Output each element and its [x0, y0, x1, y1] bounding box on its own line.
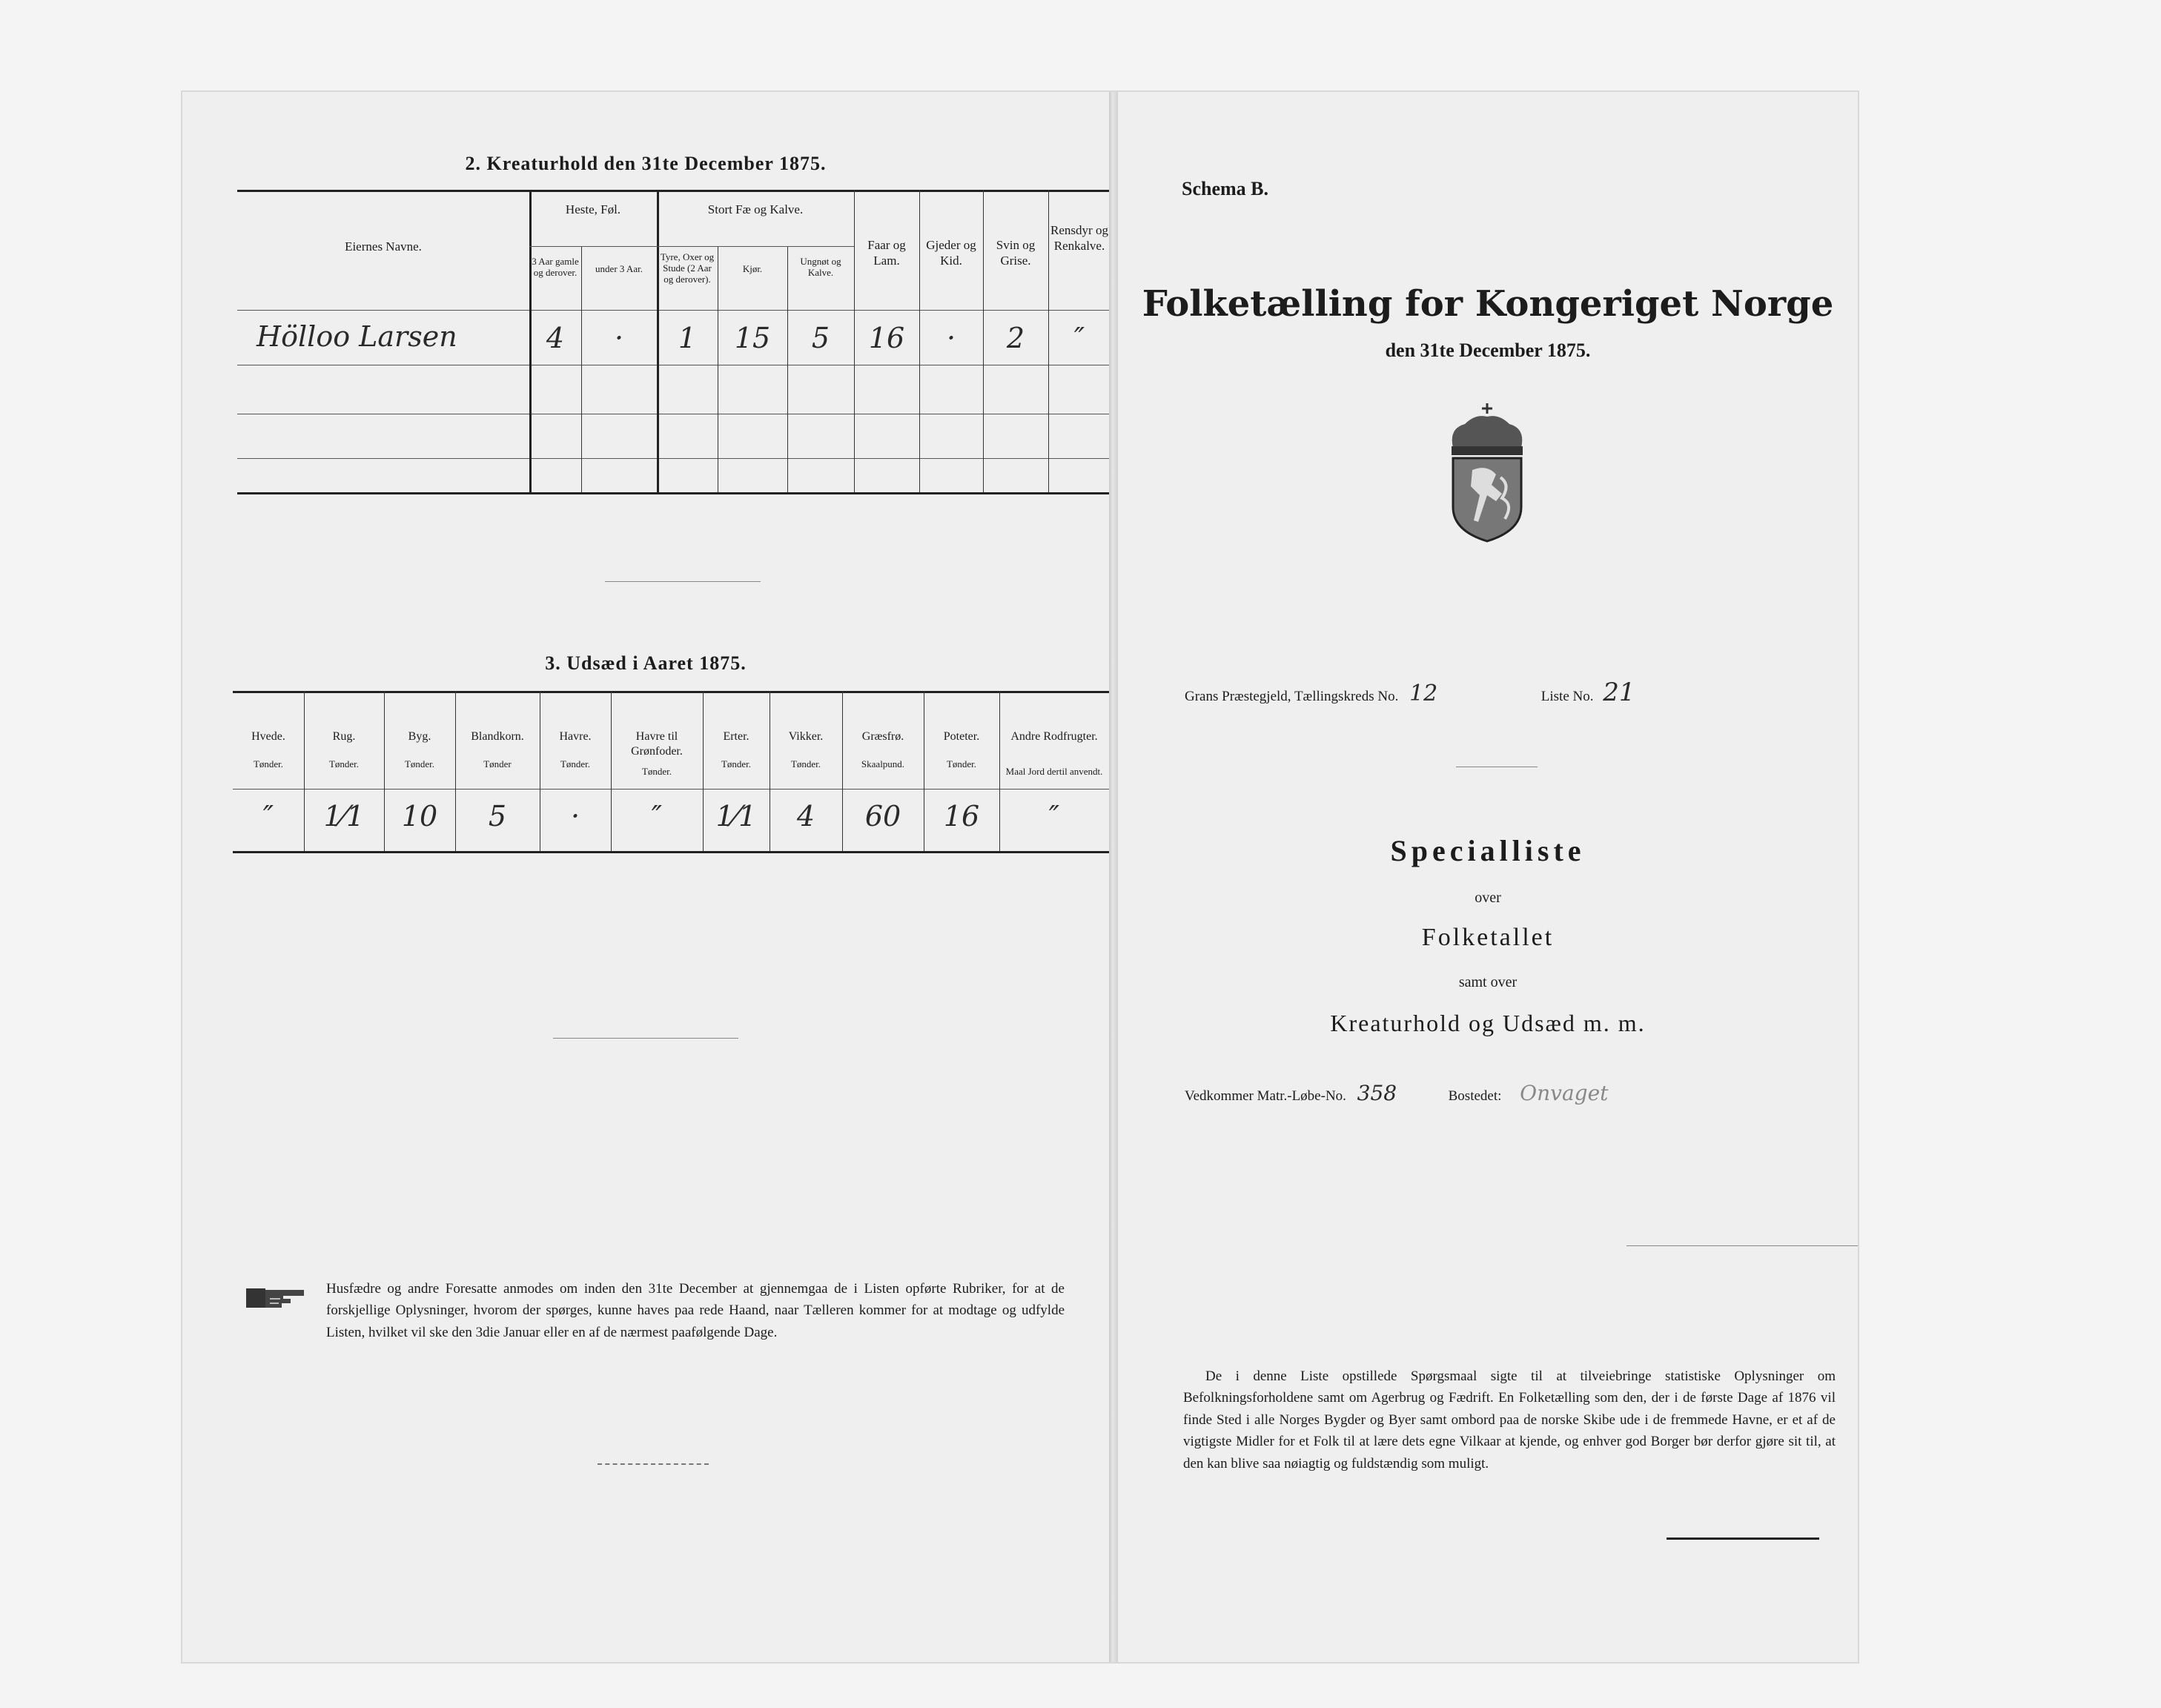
owner-name-header: Eiernes Navne.	[345, 239, 422, 254]
stort-sub-tyre: Tyre, Oxer og Stude (2 Aar og derover).	[660, 251, 715, 285]
parish-label: Grans Præstegjeld, Tællingskreds No.	[1185, 689, 1399, 704]
specialliste-title: Specialliste	[1390, 834, 1586, 867]
faar-cell: 16	[868, 322, 905, 354]
liste-number: 21	[1603, 678, 1635, 707]
udsaed-value-cell: 1⁄1	[715, 800, 757, 833]
svin-header: Svin og Grise.	[996, 238, 1036, 268]
udsaed-col-header: Poteter.	[943, 730, 980, 743]
section3-title: 3. Udsæd i Aaret 1875.	[545, 652, 747, 674]
udsaed-value-cell: ″	[262, 800, 274, 833]
udsaed-col-unit: Tønder.	[328, 758, 360, 769]
matr-line	[1185, 1081, 1837, 1105]
samt-over-text: samt over	[1458, 974, 1518, 990]
udsaed-col-header: Rug.	[332, 730, 356, 743]
stort-fae-header: Stort Fæ og Kalve.	[707, 202, 804, 216]
udsaed-col-header: Havre til Grønfoder.	[631, 730, 683, 758]
udsaed-value-cell: ″	[1048, 800, 1060, 833]
liste-label: Liste No.	[1541, 689, 1594, 704]
heste-old-cell: 4	[546, 322, 565, 354]
udsaed-col-header: Vikker.	[788, 730, 824, 743]
heste-header: Heste, Føl.	[565, 202, 621, 216]
pointing-hand-icon	[245, 1281, 307, 1311]
folketallet-text: Folketallet	[1421, 924, 1555, 951]
page-gutter	[1109, 92, 1118, 1662]
heste-sub-old: 3 Aar gamle og derover.	[532, 256, 579, 278]
udsaed-col-unit: Tønder.	[721, 758, 752, 769]
rensdyr-header: Rensdyr og Renkalve.	[1050, 223, 1108, 254]
closing-text: De i denne Liste opstillede Spørgsmaal sigte til at tilveiebringe statistiske Oplysninger om Befolkningsforholdene samt om Agerbrug og Fædrift. En Folketælling som den, der i de første Dage af 1876 vil finde Sted i alle Norges Bygder og Byer samt ombord paa de norske Skibe ude i de fremmede Havne, er et af de vigtigste Midler for et Folk til at lære dets egne Vilkaar at kjende, og enhver god Borger bør derfor gjøre sit til, at den kan blive saa nøiagtig og fuldstændig som muligt.	[1183, 1368, 1836, 1472]
stort-sub-kjor: Kjør.	[742, 263, 763, 274]
instructions-notice: Husfædre og andre Foresatte anmodes om inden den 31te December at gjennemgaa de i Listen opførte Rubriker, for at de forskjellige Oplysninger, hvorom der spørges, kunne haves paa rede Haand, naar Tælleren kommer for at modtage og udfylde Listen, hvilket vil ske den 3die Januar eller en af de nærmest paafølgende Dage.	[326, 1281, 1065, 1340]
heste-sub-young: under 3 Aar.	[595, 263, 643, 274]
kreaturhold-text: Kreaturhold og Udsæd m. m.	[1330, 1010, 1646, 1036]
udsaed-col-header: Hvede.	[251, 730, 285, 743]
udsaed-col-header: Byg.	[408, 730, 431, 743]
udsaed-col-unit: Maal Jord dertil anvendt.	[1005, 766, 1103, 777]
bostedet-value: Onvaget	[1520, 1081, 1609, 1105]
matr-label: Vedkommer Matr.-Løbe-No.	[1185, 1088, 1346, 1104]
udsaed-col-unit: Tønder.	[790, 758, 821, 769]
udsaed-col-header: Havre.	[559, 730, 592, 743]
udsaed-col-header: Blandkorn.	[471, 730, 524, 743]
matr-number: 358	[1357, 1081, 1397, 1105]
right-page	[1118, 92, 1858, 1662]
date-line: den 31te December 1875.	[1385, 340, 1591, 361]
owner-name-cell: Hölloo Larsen	[257, 320, 457, 353]
udsaed-col-header: Andre Rodfrugter.	[1010, 730, 1098, 743]
udsaed-value-cell: 1⁄1	[323, 800, 365, 833]
udsaed-value-cell: 5	[488, 800, 507, 833]
udsaed-value-cell: ·	[570, 800, 580, 833]
gjeder-header: Gjeder og Kid.	[926, 238, 976, 268]
heste-young-cell: ·	[614, 322, 624, 354]
kreds-number: 12	[1409, 681, 1438, 706]
left-page	[182, 92, 1109, 1662]
ungnot-cell: 5	[811, 322, 830, 354]
main-title: Folketælling for Kongeriget Norge	[1142, 283, 1834, 325]
schema-label: Schema B.	[1182, 178, 1268, 199]
gjeder-cell: ·	[946, 322, 956, 354]
bostedet-label: Bostedet:	[1448, 1088, 1502, 1104]
udsaed-col-unit: Tønder.	[253, 758, 284, 769]
census-sheet	[182, 92, 1858, 1662]
rensdyr-cell: ″	[1073, 322, 1085, 354]
udsaed-col-unit: Tønder.	[641, 766, 672, 777]
kjor-cell: 15	[734, 322, 771, 354]
udsaed-col-header: Erter.	[723, 730, 749, 743]
udsaed-col-unit: Skaalpund.	[861, 758, 905, 769]
udsaed-col-unit: Tønder.	[404, 758, 435, 769]
stort-sub-ungnot: Ungnøt og Kalve.	[800, 256, 841, 278]
parish-line	[1185, 678, 1852, 707]
svin-cell: 2	[1006, 322, 1025, 354]
faar-header: Faar og Lam.	[867, 238, 906, 268]
udsaed-col-header: Græsfrø.	[861, 730, 904, 743]
tyre-cell: 1	[678, 322, 697, 354]
udsaed-col-unit: Tønder.	[946, 758, 977, 769]
udsaed-value-cell: ″	[651, 800, 663, 833]
section2-title: 2. Kreaturhold den 31te December 1875.	[465, 153, 827, 174]
udsaed-value-cell: 10	[401, 800, 438, 833]
udsaed-value-cell: 16	[943, 800, 980, 833]
udsaed-col-unit: Tønder.	[560, 758, 591, 769]
udsaed-value-cell: 4	[796, 800, 815, 833]
norwegian-coat-of-arms-icon	[1443, 403, 1532, 543]
over-text: over	[1475, 890, 1501, 906]
udsaed-value-cell: 60	[864, 800, 901, 833]
udsaed-col-unit: Tønder	[483, 758, 512, 769]
